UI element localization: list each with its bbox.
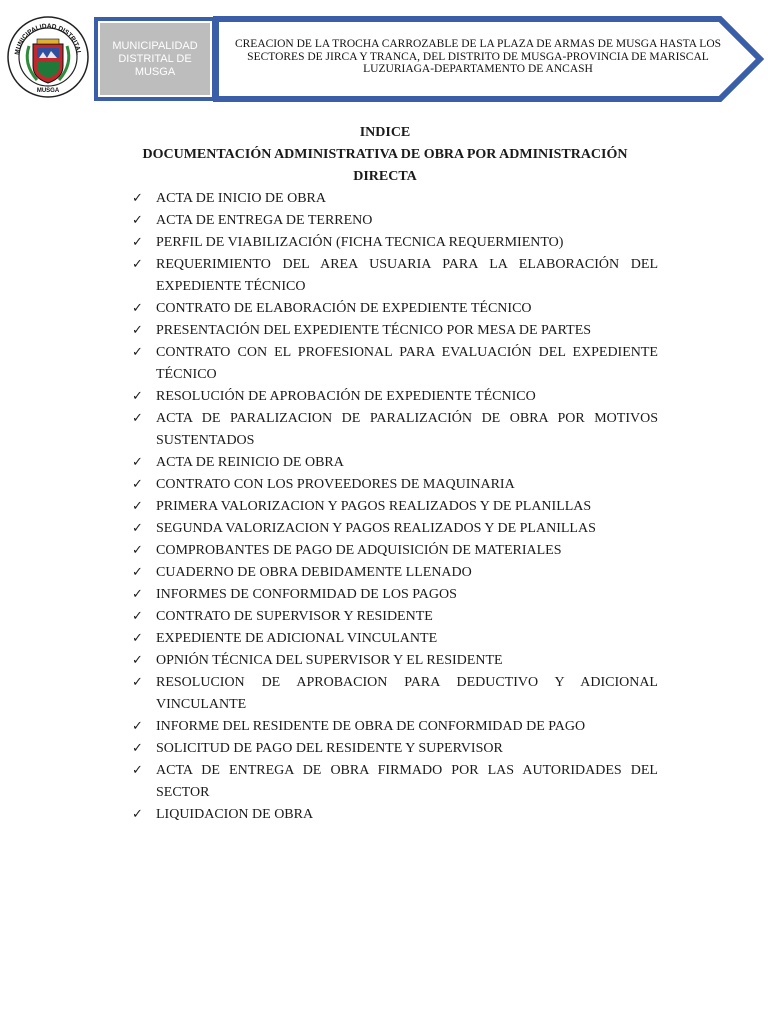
checklist-item-text: REQUERIMIENTO DEL AREA USUARIA PARA LA ELABORACIÓN DEL EXPEDIENTE TÉCNICO bbox=[156, 257, 658, 294]
checkmark-icon: ✓ bbox=[132, 653, 143, 668]
checkmark-icon: ✓ bbox=[132, 455, 143, 470]
index-subheading: DOCUMENTACIÓN ADMINISTRATIVA DE OBRA POR ADMINISTRACIÓN DIRECTA bbox=[142, 147, 628, 184]
checkmark-icon: ✓ bbox=[132, 675, 143, 690]
checklist-item-text: OPNIÓN TÉCNICA DEL SUPERVISOR Y EL RESIDENTE bbox=[156, 653, 503, 668]
checklist-item bbox=[130, 518, 658, 540]
checklist-item bbox=[130, 210, 658, 232]
checkmark-icon: ✓ bbox=[132, 213, 143, 228]
checkmark-icon: ✓ bbox=[132, 609, 143, 624]
checklist-item-text: LIQUIDACION DE OBRA bbox=[156, 807, 314, 822]
checklist-item bbox=[130, 298, 658, 320]
checklist-item bbox=[130, 232, 658, 254]
checklist-item-text: COMPROBANTES DE PAGO DE ADQUISICIÓN DE MATERIALES bbox=[156, 543, 562, 558]
checklist-item bbox=[130, 188, 658, 210]
checkmark-icon: ✓ bbox=[132, 763, 143, 778]
checklist-item-text: RESOLUCIÓN DE APROBACIÓN DE EXPEDIENTE TÉCNICO bbox=[156, 389, 536, 404]
checklist-item-text: PERFIL DE VIABILIZACIÓN (FICHA TECNICA REQUERMIENTO) bbox=[156, 235, 564, 250]
checkmark-icon: ✓ bbox=[132, 521, 143, 536]
index-heading: INDICE bbox=[359, 125, 411, 140]
municipality-name: MUNICIPALIDAD DISTRITAL DE MUSGA bbox=[112, 39, 198, 78]
municipality-seal-logo bbox=[7, 16, 89, 98]
checklist-item-text: ACTA DE ENTREGA DE OBRA FIRMADO POR LAS AUTORIDADES DEL SECTOR bbox=[156, 763, 658, 800]
checkmark-icon: ✓ bbox=[132, 477, 143, 492]
checklist-item-text: PRIMERA VALORIZACION Y PAGOS REALIZADOS Y DE PLANILLAS bbox=[156, 499, 592, 514]
checkmark-icon: ✓ bbox=[132, 191, 143, 206]
checklist-item-text: ACTA DE INICIO DE OBRA bbox=[156, 191, 326, 206]
checklist-item bbox=[130, 650, 658, 672]
checklist-item-text: CONTRATO DE SUPERVISOR Y RESIDENTE bbox=[156, 609, 433, 624]
checklist-item bbox=[130, 540, 658, 562]
checklist-item bbox=[130, 496, 658, 518]
document-checklist bbox=[130, 188, 658, 826]
checklist-item-text: RESOLUCION DE APROBACION PARA DEDUCTIVO Y ADICIONAL VINCULANTE bbox=[156, 675, 658, 712]
checkmark-icon: ✓ bbox=[132, 301, 143, 316]
checklist-item-text: CONTRATO DE ELABORACIÓN DE EXPEDIENTE TÉCNICO bbox=[156, 301, 532, 316]
checklist-item-text: INFORME DEL RESIDENTE DE OBRA DE CONFORMIDAD DE PAGO bbox=[156, 719, 586, 734]
checklist-item-text: PRESENTACIÓN DEL EXPEDIENTE TÉCNICO POR MESA DE PARTES bbox=[156, 323, 592, 338]
checklist-item bbox=[130, 474, 658, 496]
checklist-item bbox=[130, 562, 658, 584]
checklist-item-text: ACTA DE REINICIO DE OBRA bbox=[156, 455, 344, 470]
checklist-item bbox=[130, 452, 658, 474]
checklist-item-text: EXPEDIENTE DE ADICIONAL VINCULANTE bbox=[156, 631, 438, 646]
checklist-item-text: CONTRATO CON LOS PROVEEDORES DE MAQUINARIA bbox=[156, 477, 515, 492]
checklist-item-text: CONTRATO CON EL PROFESIONAL PARA EVALUACIÓN DEL EXPEDIENTE TÉCNICO bbox=[156, 345, 658, 382]
municipality-name-panel bbox=[98, 21, 212, 97]
checklist-item-text: SEGUNDA VALORIZACION Y PAGOS REALIZADOS Y DE PLANILLAS bbox=[156, 521, 596, 536]
checklist-item bbox=[130, 628, 658, 650]
checklist-item bbox=[130, 672, 658, 716]
checklist-item bbox=[130, 584, 658, 606]
checkmark-icon: ✓ bbox=[132, 257, 143, 272]
checklist-item bbox=[130, 320, 658, 342]
checklist-item bbox=[130, 386, 658, 408]
checklist-item bbox=[130, 254, 658, 298]
checkmark-icon: ✓ bbox=[132, 389, 143, 404]
checkmark-icon: ✓ bbox=[132, 235, 143, 250]
checklist-item bbox=[130, 738, 658, 760]
checklist-item-text: ACTA DE PARALIZACION DE PARALIZACIÓN DE OBRA POR MOTIVOS SUSTENTADOS bbox=[156, 411, 658, 448]
checklist-item-text: ACTA DE ENTREGA DE TERRENO bbox=[156, 213, 373, 228]
checkmark-icon: ✓ bbox=[132, 719, 143, 734]
checkmark-icon: ✓ bbox=[132, 741, 143, 756]
checkmark-icon: ✓ bbox=[132, 543, 143, 558]
checkmark-icon: ✓ bbox=[132, 345, 143, 360]
checklist-item-text: SOLICITUD DE PAGO DEL RESIDENTE Y SUPERVISOR bbox=[156, 741, 503, 756]
checklist-item-text: INFORMES DE CONFORMIDAD DE LOS PAGOS bbox=[156, 587, 457, 602]
checklist-item-text: CUADERNO DE OBRA DEBIDAMENTE LLENADO bbox=[156, 565, 472, 580]
svg-text:MUNICIPALIDAD DISTRITAL: MUNICIPALIDAD DISTRITAL bbox=[14, 22, 82, 56]
municipality-name-box bbox=[94, 17, 216, 101]
checkmark-icon: ✓ bbox=[132, 499, 143, 514]
checklist-item bbox=[130, 716, 658, 738]
checkmark-icon: ✓ bbox=[132, 411, 143, 426]
checklist-item bbox=[130, 606, 658, 628]
checklist-item bbox=[130, 342, 658, 386]
checklist-item bbox=[130, 804, 658, 826]
checkmark-icon: ✓ bbox=[132, 631, 143, 646]
checkmark-icon: ✓ bbox=[132, 807, 143, 822]
checkmark-icon: ✓ bbox=[132, 565, 143, 580]
project-title: CREACION DE LA TROCHA CARROZABLE DE LA PLAZA DE ARMAS DE MUSGA HASTA LOS SECTORES DE JIRCA Y TRANCA, DEL DISTRITO DE MUSGA-PROVINCIA DE MARISCAL LUZURIAGA-DEPARTAMENTO DE ANCASH bbox=[234, 38, 722, 75]
checklist-item bbox=[130, 408, 658, 452]
checkmark-icon: ✓ bbox=[132, 587, 143, 602]
checklist-item bbox=[130, 760, 658, 804]
svg-text:MUSGA: MUSGA bbox=[36, 88, 60, 94]
checkmark-icon: ✓ bbox=[132, 323, 143, 338]
